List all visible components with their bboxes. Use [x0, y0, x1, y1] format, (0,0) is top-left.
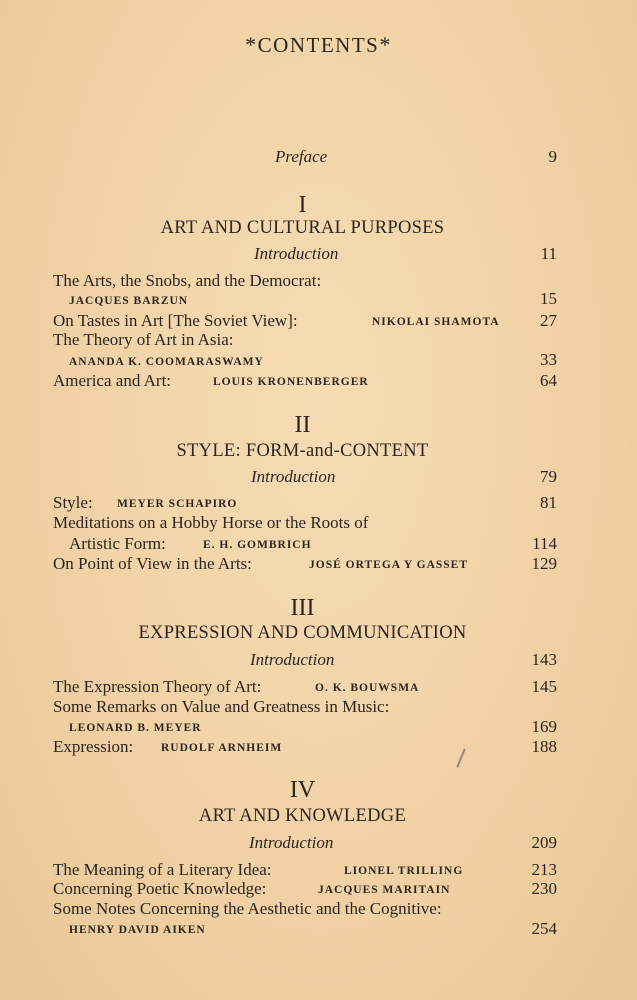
introduction-page: 143 [531, 650, 557, 669]
introduction-label: Introduction [249, 833, 334, 852]
entry-author: HENRY DAVID AIKEN [69, 924, 206, 936]
part-numeral: IV [289, 777, 316, 803]
entry-title: Concerning Poetic Knowledge: [53, 879, 267, 898]
part-numeral: III [290, 595, 315, 621]
part-heading: ART AND CULTURAL PURPOSES [160, 218, 445, 238]
introduction-page: 11 [540, 244, 557, 263]
preface-label: Preface [275, 147, 328, 166]
entry-title: America and Art: [53, 371, 172, 390]
entry-author: LIONEL TRILLING [344, 865, 464, 877]
entry-page: 114 [532, 534, 557, 553]
entry-title: Some Remarks on Value and Greatness in Music: [53, 697, 390, 716]
part-numeral: II [294, 412, 311, 438]
entry-author: LOUIS KRONENBERGER [213, 376, 369, 388]
entry-author: ANANDA K. COOMARASWAMY [69, 356, 264, 368]
introduction-page: 79 [540, 467, 557, 486]
part-heading: ART AND KNOWLEDGE [198, 806, 407, 826]
entry-title: On Tastes in Art [The Soviet View]: [53, 311, 298, 330]
entry-author: JOSÉ ORTEGA Y GASSET [309, 559, 469, 571]
entry-page: 81 [540, 493, 557, 512]
entry-page: 230 [531, 879, 557, 898]
entry-author: LEONARD B. MEYER [69, 722, 202, 734]
entry-page: 145 [531, 677, 557, 696]
entry-page: 188 [531, 737, 557, 756]
pencil-mark [456, 748, 465, 767]
entry-author: JACQUES BARZUN [69, 295, 189, 307]
entry-author: RUDOLF ARNHEIM [161, 742, 283, 754]
title-text: CONTENTS [257, 33, 380, 57]
introduction-label: Introduction [251, 467, 336, 486]
page-title [0, 32, 637, 58]
part-numeral: I [298, 192, 307, 218]
entry-author: E. H. GOMBRICH [203, 539, 312, 551]
entry-author: O. K. BOUWSMA [315, 682, 420, 694]
entry-page: 64 [540, 371, 557, 390]
entry-title: Style: [53, 493, 93, 512]
entry-title: Meditations on a Hobby Horse or the Roots of [53, 513, 369, 532]
entry-page: 169 [531, 717, 557, 736]
entry-page: 213 [531, 860, 557, 879]
part-heading: EXPRESSION AND COMMUNICATION [138, 623, 467, 643]
entry-title: The Arts, the Snobs, and the Democrat: [53, 271, 322, 290]
introduction-page: 209 [531, 833, 557, 852]
entry-page: 254 [531, 919, 557, 938]
star-right-glyph: * [379, 32, 392, 57]
preface-page: 9 [548, 147, 557, 166]
entry-title: The Expression Theory of Art: [53, 677, 262, 696]
entry-author: NIKOLAI SHAMOTA [372, 316, 500, 328]
star-left-glyph: * [245, 32, 258, 57]
entry-page: 129 [531, 554, 557, 573]
entry-author: JACQUES MARITAIN [318, 884, 451, 896]
entry-page: 15 [540, 289, 557, 308]
entry-title-continued: Artistic Form: [69, 534, 166, 553]
introduction-label: Introduction [250, 650, 335, 669]
entry-title: The Meaning of a Literary Idea: [53, 860, 272, 879]
entry-page: 33 [540, 350, 557, 369]
part-heading: STYLE: FORM-and-CONTENT [176, 441, 429, 461]
entry-title: Expression: [53, 737, 134, 756]
introduction-label: Introduction [254, 244, 339, 263]
entry-page: 27 [540, 311, 557, 330]
entry-title: Some Notes Concerning the Aesthetic and the Cognitive: [53, 899, 442, 918]
entry-title: On Point of View in the Arts: [53, 554, 252, 573]
entry-author: MEYER SCHAPIRO [117, 498, 238, 510]
entry-title: The Theory of Art in Asia: [53, 330, 234, 349]
